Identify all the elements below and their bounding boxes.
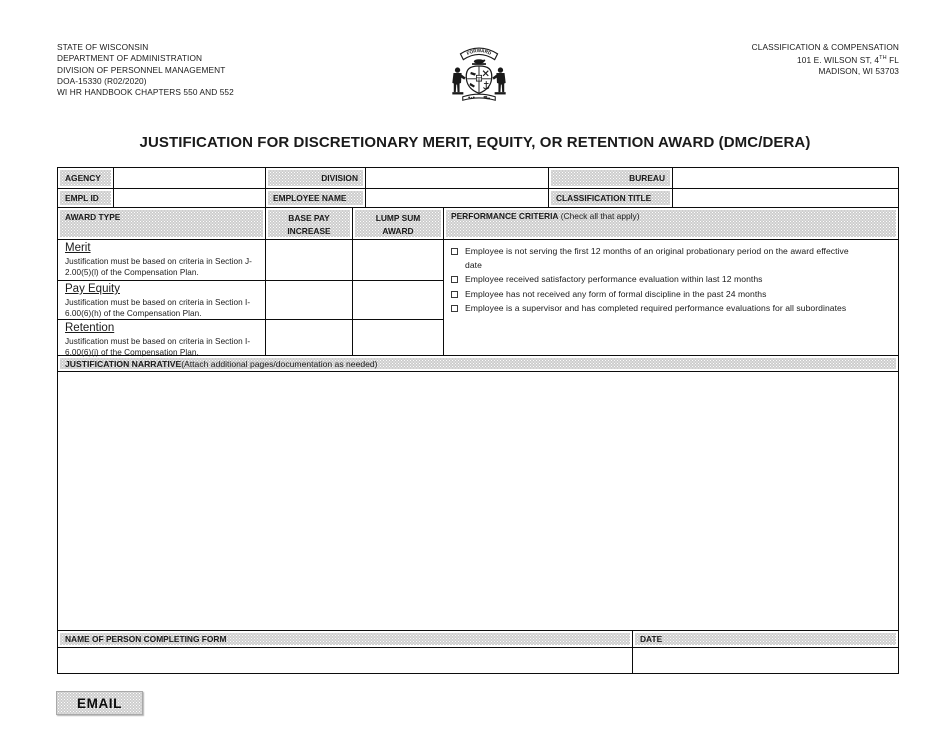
merit-lump-sum-input[interactable] [352, 239, 443, 280]
base-pay-header: BASE PAY INCREASE [265, 208, 352, 239]
classification-title-input[interactable] [672, 188, 898, 207]
division-label: DIVISION [265, 168, 365, 188]
criteria-item: Employee received satisfactory performance evaluation within last 12 months [451, 273, 890, 287]
award-row-pay-equity [58, 280, 265, 319]
pay-equity-lump-sum-input[interactable] [352, 280, 443, 319]
performance-criteria-header: PERFORMANCE CRITERIA (Check all that apply) [443, 208, 898, 239]
award-row-retention [58, 319, 265, 358]
form-table [57, 167, 899, 674]
pay-equity-note: Justification must be based on criteria in Section I-6.00(6)(h) of the Compensation Plan. [65, 298, 251, 319]
name-of-person-label: NAME OF PERSON COMPLETING FORM [58, 631, 632, 647]
office-address-block [752, 42, 899, 78]
criteria-item: Employee is not serving the first 12 months of an original probationary period on the award effective date [451, 245, 890, 272]
award-type-section [58, 207, 898, 358]
retention-base-pay-input[interactable] [265, 319, 352, 355]
name-of-person-input[interactable] [58, 647, 632, 673]
performance-criteria-list [443, 239, 898, 355]
agency-input[interactable] [113, 168, 265, 188]
justification-narrative-header: JUSTIFICATION NARRATIVE (Attach additional pages/documentation as needed) [58, 355, 898, 371]
agency-label: AGENCY [58, 168, 113, 188]
criteria-item: Employee is a supervisor and has completed required performance evaluations for all subordinates [451, 302, 890, 316]
criteria-checkbox-supervisor[interactable] [451, 305, 458, 312]
employee-info-section [58, 168, 898, 207]
criteria-checkbox-evaluation[interactable] [451, 276, 458, 283]
date-input[interactable] [632, 647, 898, 673]
date-label: DATE [632, 631, 898, 647]
wisconsin-coat-of-arms-logo [450, 39, 508, 107]
justification-narrative-input[interactable] [58, 371, 898, 630]
pay-equity-label: Pay Equity [65, 283, 120, 295]
criteria-checkbox-probation[interactable] [451, 248, 458, 255]
bureau-input[interactable] [672, 168, 898, 188]
merit-base-pay-input[interactable] [265, 239, 352, 280]
retention-note: Justification must be based on criteria in Section I-6.00(6)(i) of the Compensation Plan. [65, 337, 251, 358]
agency-header-block [57, 42, 234, 98]
merit-label: Merit [65, 242, 91, 254]
signature-section [58, 630, 898, 673]
office-name: CLASSIFICATION & COMPENSATION [751, 42, 899, 52]
criteria-item: Employee has not received any form of formal discipline in the past 24 months [451, 288, 890, 302]
office-street: 101 E. WILSON ST, 4TH FL [797, 55, 899, 66]
handbook-reference: WI HR HANDBOOK CHAPTERS 550 AND 552 [57, 87, 234, 98]
header-line: DEPARTMENT OF ADMINISTRATION [57, 53, 203, 64]
classification-title-label: CLASSIFICATION TITLE [548, 188, 672, 207]
merit-note: Justification must be based on criteria in Section J-2.00(5)(l) of the Compensation Plan. [65, 257, 252, 278]
division-input[interactable] [365, 168, 548, 188]
retention-label: Retention [65, 322, 115, 334]
form-number: DOA-15330 (R02/2020) [57, 75, 147, 86]
svg-text:FORWARD: FORWARD [465, 48, 493, 56]
employee-name-input[interactable] [365, 188, 548, 207]
criteria-checkbox-discipline[interactable] [451, 291, 458, 298]
empl-id-label: EMPL ID [58, 188, 113, 207]
form-title: JUSTIFICATION FOR DISCRETIONARY MERIT, EQUITY, OR RETENTION AWARD (DMC/DERA) [139, 134, 811, 151]
employee-name-label: EMPLOYEE NAME [265, 188, 365, 207]
bureau-label: BUREAU [548, 168, 672, 188]
header-line: DIVISION OF PERSONNEL MANAGEMENT [57, 64, 226, 75]
award-row-merit [58, 239, 265, 280]
lump-sum-header: LUMP SUM AWARD [352, 208, 443, 239]
coat-of-arms-icon [450, 39, 508, 107]
header-line: STATE OF WISCONSIN [57, 42, 149, 52]
email-button[interactable]: EMAIL [56, 691, 143, 715]
office-city: MADISON, WI 53703 [818, 66, 899, 77]
pay-equity-base-pay-input[interactable] [265, 280, 352, 319]
retention-lump-sum-input[interactable] [352, 319, 443, 355]
award-type-header: AWARD TYPE [58, 208, 265, 239]
empl-id-input[interactable] [113, 188, 265, 207]
